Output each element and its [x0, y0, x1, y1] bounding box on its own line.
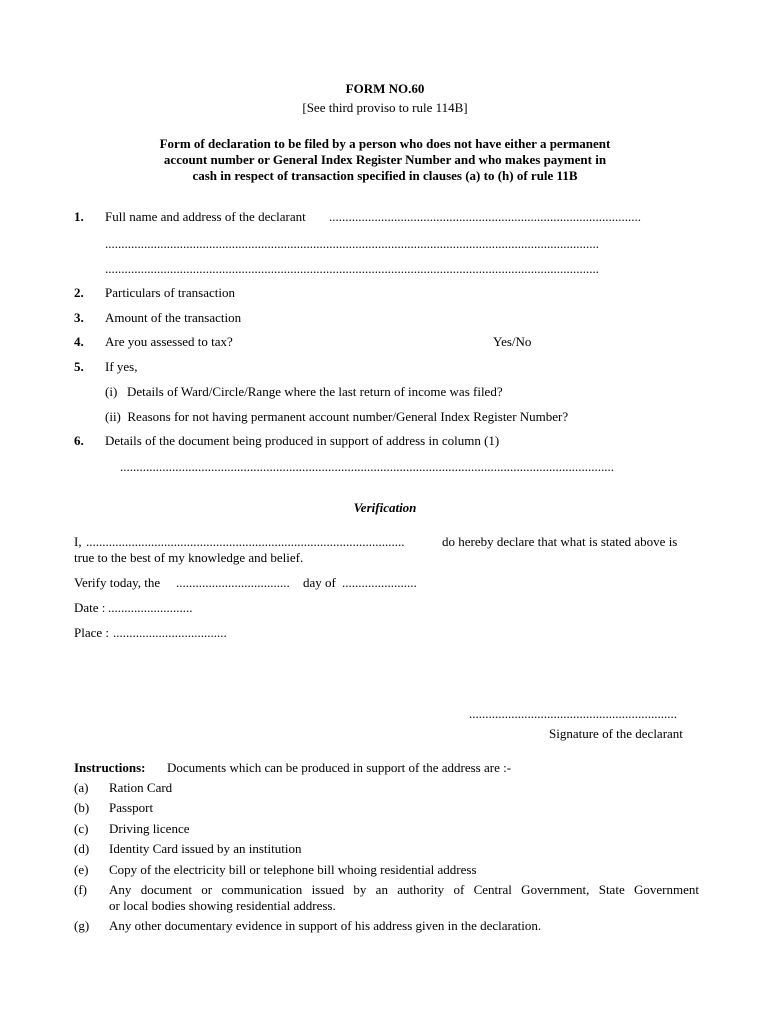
form-title-line2: account number or General Index Register Number and who makes payment in [163, 152, 607, 167]
form-number: FORM NO.60 [345, 81, 425, 96]
item-number: 5. [74, 359, 84, 374]
item-label-document: Details of the document being produced in support of address in column (1) [105, 433, 500, 448]
item-label-particulars: Particulars of transaction [105, 285, 235, 300]
instruction-key: (d) [74, 841, 90, 856]
item-label-if-yes: If yes, [105, 359, 138, 374]
item-sub-reasons: (ii) Reasons for not having permanent account number/General Index Register Number? [105, 409, 569, 424]
date-field[interactable]: .......................... [108, 600, 193, 615]
instruction-key: (c) [74, 821, 89, 836]
item-label-amount: Amount of the transaction [105, 310, 242, 325]
instruction-government-document: Any document or communication issued by an authority of Central Government, State Government [109, 882, 699, 897]
instruction-electricity-bill: Copy of the electricity bill or telephone bill whoing residential address [109, 862, 477, 877]
form-title-line3: cash in respect of transaction specified in clauses (a) to (h) of rule 11B [192, 168, 578, 183]
item-number: 2. [74, 285, 84, 300]
signature-field[interactable]: ................................................................ [469, 706, 677, 721]
declarant-name-field[interactable]: .................................................................................................. [86, 534, 405, 549]
instruction-key: (b) [74, 800, 90, 815]
item-number: 4. [74, 334, 84, 349]
place-label: Place : [74, 625, 110, 640]
verify-label: Verify today, the [74, 575, 161, 590]
instruction-driving-licence: Driving licence [109, 821, 190, 836]
instruction-key: (e) [74, 862, 89, 877]
address-field-line3[interactable]: ........................................................................................................................................................ [105, 261, 599, 276]
address-field-line2[interactable]: ........................................................................................................................................................ [105, 236, 599, 251]
name-address-field[interactable]: ................................................................................................ [329, 209, 641, 224]
verify-day-of-label: day of [303, 575, 336, 590]
instruction-key: (a) [74, 780, 89, 795]
instructions-intro: Documents which can be produced in support of the address are :- [167, 760, 512, 775]
form-title-line1: Form of declaration to be filed by a person who does not have either a permanent [159, 136, 611, 151]
item-number: 6. [74, 433, 84, 448]
verify-day-field[interactable]: ................................... [176, 575, 290, 590]
item-label-name-address: Full name and address of the declarant [105, 209, 306, 224]
verify-month-field[interactable]: ....................... [342, 575, 417, 590]
document-details-field[interactable]: ........................................................................................................................................................ [120, 459, 614, 474]
instruction-ration-card: Ration Card [109, 780, 173, 795]
date-label: Date : [74, 600, 106, 615]
instruction-identity-card: Identity Card issued by an institution [109, 841, 302, 856]
item-sub-ward-circle: (i) Details of Ward/Circle/Range where the last return of income was filed? [105, 384, 503, 399]
item-number: 1. [74, 209, 84, 224]
signature-label: Signature of the declarant [549, 726, 683, 741]
item-label-assessed: Are you assessed to tax? [105, 334, 233, 349]
item-number: 3. [74, 310, 84, 325]
declaration-prefix: I, [74, 534, 82, 549]
instructions-heading: Instructions: [74, 760, 146, 775]
instruction-government-document-cont: or local bodies showing residential address. [109, 898, 336, 913]
instruction-other-evidence: Any other documentary evidence in support of his address given in the declaration. [109, 918, 542, 933]
verification-heading: Verification [353, 500, 417, 515]
instruction-passport: Passport [109, 800, 154, 815]
place-field[interactable]: ................................... [113, 625, 227, 640]
declaration-line2: true to the best of my knowledge and belief. [74, 550, 304, 565]
declaration-suffix: do hereby declare that what is stated above is [442, 534, 678, 549]
instruction-key: (f) [74, 882, 87, 897]
instruction-key: (g) [74, 918, 90, 933]
form-proviso: [See third proviso to rule 114B] [302, 100, 468, 115]
yes-no-answer[interactable]: Yes/No [493, 334, 532, 349]
